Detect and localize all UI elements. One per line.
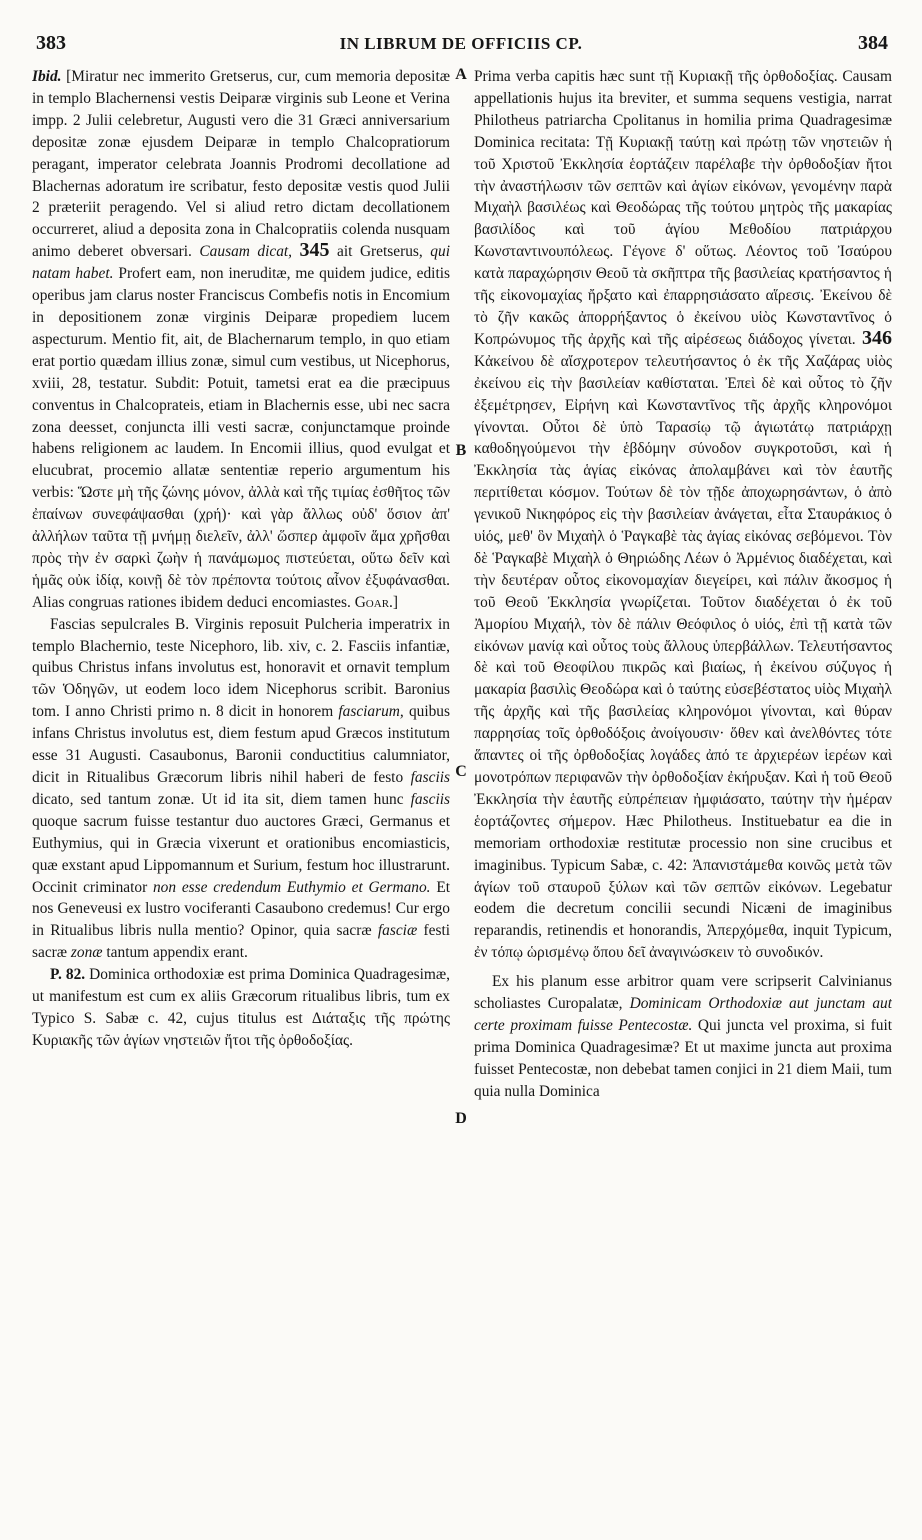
left-column (32, 66, 450, 1526)
left-page-number: 383 (36, 32, 66, 54)
section-number: 345 (299, 239, 330, 262)
paragraph-prima-verba: Prima verba capitis hæc sunt τῇ Κυριακῇ τῆς ὀρθοδοξίας. Causam appellationis hujus ita breviter, et summa sequens vestigia, narrat Philotheus patriarcha Cpolitanus in homilia prima Quadragesimæ Dominica recitata: Τῇ Κυριακῇ ταύτῃ καὶ πρώτῃ τῶν νηστειῶν ἡ τοῦ Χριστοῦ Ἐκκλησία ἑορτάζειν παρέλαβε τὴν ὀρθοδοξίαν ἤτοι τὴν ἀναστήλωσιν τῶν σεπτῶν καὶ ἁγίων εἰκόνων, γενομένην παρὰ Μιχαὴλ βασιλέως καὶ Θεοδώρας τῆς τούτου μητρὸς τῆς μακαρίας βασιλίδος καὶ τοῦ ἁγίου Μεθοδίου πατριάρχου Κωνσταντινουπόλεως. Γέγονε δ' οὕτως. Λέοντος τοῦ Ἰσαύρου κατὰ παραχώρησιν Θεοῦ τὰ σκῆπτρα τῆς βασιλείας κρατήσαντος ἡ τῆς εἰκονομαχίας ἤρξατο καὶ ἐπαρρησιάσατο αἵρεσις. Ἐκείνου δὲ τὸ ζῆν κακῶς ἀπορρήξαντος ὁ ἐκείνου υἱὸς Κωνσταντῖνος ὁ Κοπρώνυμος τῆς ἀρχῆς καὶ τῆς αἱρέσεως διάδοχος γίνεται. 346 Κἀκείνου δὲ αἴσχροτερον τελευτήσαντος ὁ ἐκ τῆς Χαζάρας υἱὸς ἐκείνου εἰς τὴν βασιλείαν καθίσταται. Ἐπεὶ δὲ καὶ οὗτος τὸ ζῆν ἐξεμέτρησεν, Εἰρήνη καὶ Κωνσταντῖνος τῆς ἀρχῆς κληρονόμοι γίνονται. Οὗτοι δὲ ὑπὸ Ταρασίῳ τῷ ἁγιωτάτῳ πατριάρχῃ καθοδηγούμενοι τὴν ἑβδόμην σύνοδον συγκροτοῦσι, καὶ ἡ Ἐκκλησία τὰς ἁγίας εἰκόνας ἀπολαμβάνει καὶ τὸν ἑαυτῆς περιτίθεται κόσμον. Τούτων δὲ τὸν τῇδε ἀποχωρησάντων, ὁ ἀπὸ γενικοῦ Νικηφόρος εἰς τὴν βασιλείαν ἀνάγεται, εἶτα Σταυράκιος ὁ υἱός, μεθ' ὃν Μιχαὴλ ὁ Ῥαγκαβὲ τὰς ἁγίας εἰκόνας σεβόμενοι. Τὸν δὲ Ῥαγκαβὲ Μιχαὴλ ὁ Θηριώδης Λέων ὁ Ἀρμένιος διαδέχεται, καὶ τὴν δευτέραν οὗτος εἰκονομαχίαν διεγείρει, καὶ πάλιν ἄκοσμος ἡ τοῦ Θεοῦ Ἐκκλησία γνωρίζεται. Τοῦτον διαδέχεται ὁ ἐκ τοῦ Ἀμορίου Μιχαήλ, τὸν δὲ πάλιν Θεόφιλος ὁ υἱός, ἐπὶ τῇ κατὰ τῶν εἰκόνων μανίᾳ καὶ οὗτος τοὺς ἄλλους ὑπερβάλλων. Τελευτήσαντος δὲ καὶ τοῦ Θεοφίλου πικρῶς καὶ βιαίως, ἡ ἐκείνου σύζυγος ἡ μακαρία βασιλὶς Θεοδώρα καὶ ὁ ταύτης εὐσεβέστατος υἱὸς Μιχαὴλ τῆς ἀρχῆς καὶ τῆς βασιλείας κληρονόμοι γίνονται, καὶ θύραν παρρησίας τοῖς ὀρθοδόξοις ἀνοίγουσιν· ὅθεν καὶ ἀνελθόντες τότε ἅπαντες οἱ τῆς ὀρθοδοξίας λογάδες ἀπό τε ἀρχιερέων ἱερέων καὶ μονοτρόπων περιφανῶν τὴν ὀρθοδοξίαν ἐκήρυξαν. Καὶ ἡ τοῦ Θεοῦ Ἐκκλησία τὴν ἑαυτῆς εὐπρέπειαν ἠμφιάσατο, ταύτην τὴν ἡμέραν ἑορτάζοντες σήμερον. Hæc Philotheus. Instituebatur ea die in memoriam orthodoxiæ restitutæ processio non sine crucibus et imaginibus. Typicum Sabæ, c. 42: Ἀπανιστάμεθα κοινῶς μετὰ τῶν ἁγίων τοῦ σταυροῦ ξύλων καὶ τῶν σεπτῶν εἰκόνων. Legebatur eodem die decretum concilii secundi Nicæni de imaginibus reparandis, retinendis et honorandis, Ἀπερχόμεθα, inquit Typicum, ἐν τόπῳ ὡρισμένῳ ὅπου δεῖ ἀναγινώσκειν τὸ συνοδικόν. (474, 68, 892, 962)
editor-signature: Goar. (354, 593, 393, 611)
paragraph-ex-his: Ex his planum esse arbitror quam vere scripserit Calvinianus scholiastes Curopalatæ, Dominicam Orthodoxiæ aut junctam aut certe proximam fuisse Pentecostæ. Qui juncta vel proxima, si fuit prima Dominica Quadragesimæ? Et ut maxime juncta aut proxima fuisset Pentecostæ, non debebat tamen conjici in 21 diem Maii, tum quia nulla Dominica (474, 973, 892, 1100)
margin-letter-a: A (455, 66, 467, 83)
section-number: 346 (862, 326, 892, 349)
margin-letter-b: B (455, 442, 467, 459)
paragraph-p82: P. 82. Dominica orthodoxiæ est prima Dominica Quadragesimæ, ut manifestum est cum ex aliis Græcorum ritualibus libris, tum ex Typico S. Sabæ c. 42, cujus titulus est Διάταξις τῆς πρώτης Κυριακῆς τῶν ἁγίων νηστειῶν ἤτοι τῆς ὀρθοδοξίας. (32, 966, 450, 1049)
paragraph-ibid: Ibid. [Miratur nec immerito Gretserus, cur, cum memoria depositæ in templo Blachernensi vestis Deiparæ virginis sub Leone et Verina impp. 2 Julii celebretur, Augusti vero die 31 Græci anniversarium depositæ zonæ ejusdem Deiparæ in templo Chalcopratiorum peragant, imperator celebrata Joannis Prodromi decollatione ad Blachernas adoratum ire scribatur, festo depositæ vestis quod Julii 2 præteriit peragendo. Vel si aliud retro dictam decollationem occurreret, aliud a deposita zona in Chalcopratiis colenda nusquam animo deberet obversari. Causam dicat, 345 ait Gretserus, qui natam habet. Profert eam, non ineruditæ, me quidem judice, editis operibus jam clarus noster Franciscus Combefis notis in Encomium in depositionem zonæ virginis Deiparæ propediem lucem aspecturum. Mentio fit, ait, de Blachernarum templo, in quo etiam erat portio quædam illius zonæ, simul cum vestibus, ut Nicephorus, xviii, 28, testatur. Subdit: Potuit, tametsi erat ea die præcipuus conventus in Chalcoprateis, etiam in Blachernis esse, ubi nec sacra zona deesset, conjuncta illi vesti sacræ, conjunctamque proinde habens religionem ac laudem. In Encomii illius, quod evulgat et elucubrat, procemio allatæ sententiæ reperio argumentum his verbis: Ὥστε μὴ τῆς ζώνης μόνον, ἀλλὰ καὶ τῆς τιμίας ἐσθῆτος τῶν ἐπαίνων συνεφάψασθαι (χρή)· καὶ γὰρ ἄλλως οὐδ' ὅσιον ἀπ' ἀλλήλων ταῦτα τῇ μνήμῃ διελεῖν, ἀλλ' ὥσπερ ἀμφοῖν ἅμα χρῆσθαι πρὸς τὴν ἐν σαρκὶ ζωὴν ἡ πανάμωμος πιστεύεται, οὕτω δεῖν καὶ ἡμᾶς οὐκ ἰδίᾳ, κοινῇ δὲ τὸν πρέποντα τούτοις αἶνον ἐξυφάνασθαι. Alias congruas rationes ibidem deduci encomiastes. Goar.] (32, 68, 450, 611)
right-page-number: 384 (858, 32, 888, 54)
margin-letter-d: D (455, 1110, 467, 1127)
paragraph-fascias: Fascias sepulcrales B. Virginis reposuit Pulcheria imperatrix in templo Blachernio, teste Nicephoro, lib. xiv, c. 2. Fasciis infantiæ, quibus Christus infans involutus est, honoravit et ornavit templum τῶν Ὁδηγῶν, ut eodem loco idem Nicephorus scribit. Baronius tom. I anno Christi primo n. 8 dicit in honorem fasciarum, quibus infans Christus involutus est, diem festum apud Græcos institutum esse 31 Augusti. Casaubonus, Baronii conductitius calumniator, dicit in Ritualibus Græcorum libris nihil haberi de festo fasciis dicato, sed tantum zonæ. Ut id ita sit, diem tamen hunc fasciis quoque sacrum fuisse testantur duo auctores Græci, Germanus et Euthymius, qui in Græcia vixerunt et orationibus encomiasticis, quæ exstant apud Lippomannum et Surium, festum hoc illustrarunt. Occinit criminator non esse credendum Euthymio et Germano. Et nos Geneveusi ex lustro vociferanti Casaubono credemus! Cur ergo in Ritualibus libris nulla mentio? Opinor, quia sacræ fasciæ festi sacræ zonæ tantum appendix erant. (32, 615, 450, 962)
running-header (30, 32, 892, 62)
margin-letter-c: C (455, 763, 467, 780)
paragraph-lead: P. 82. (50, 966, 86, 984)
right-column (474, 66, 892, 1526)
paragraph-lead: Ibid. (32, 68, 62, 85)
running-title: IN LIBRUM DE OFFICIIS CP. (339, 34, 583, 53)
